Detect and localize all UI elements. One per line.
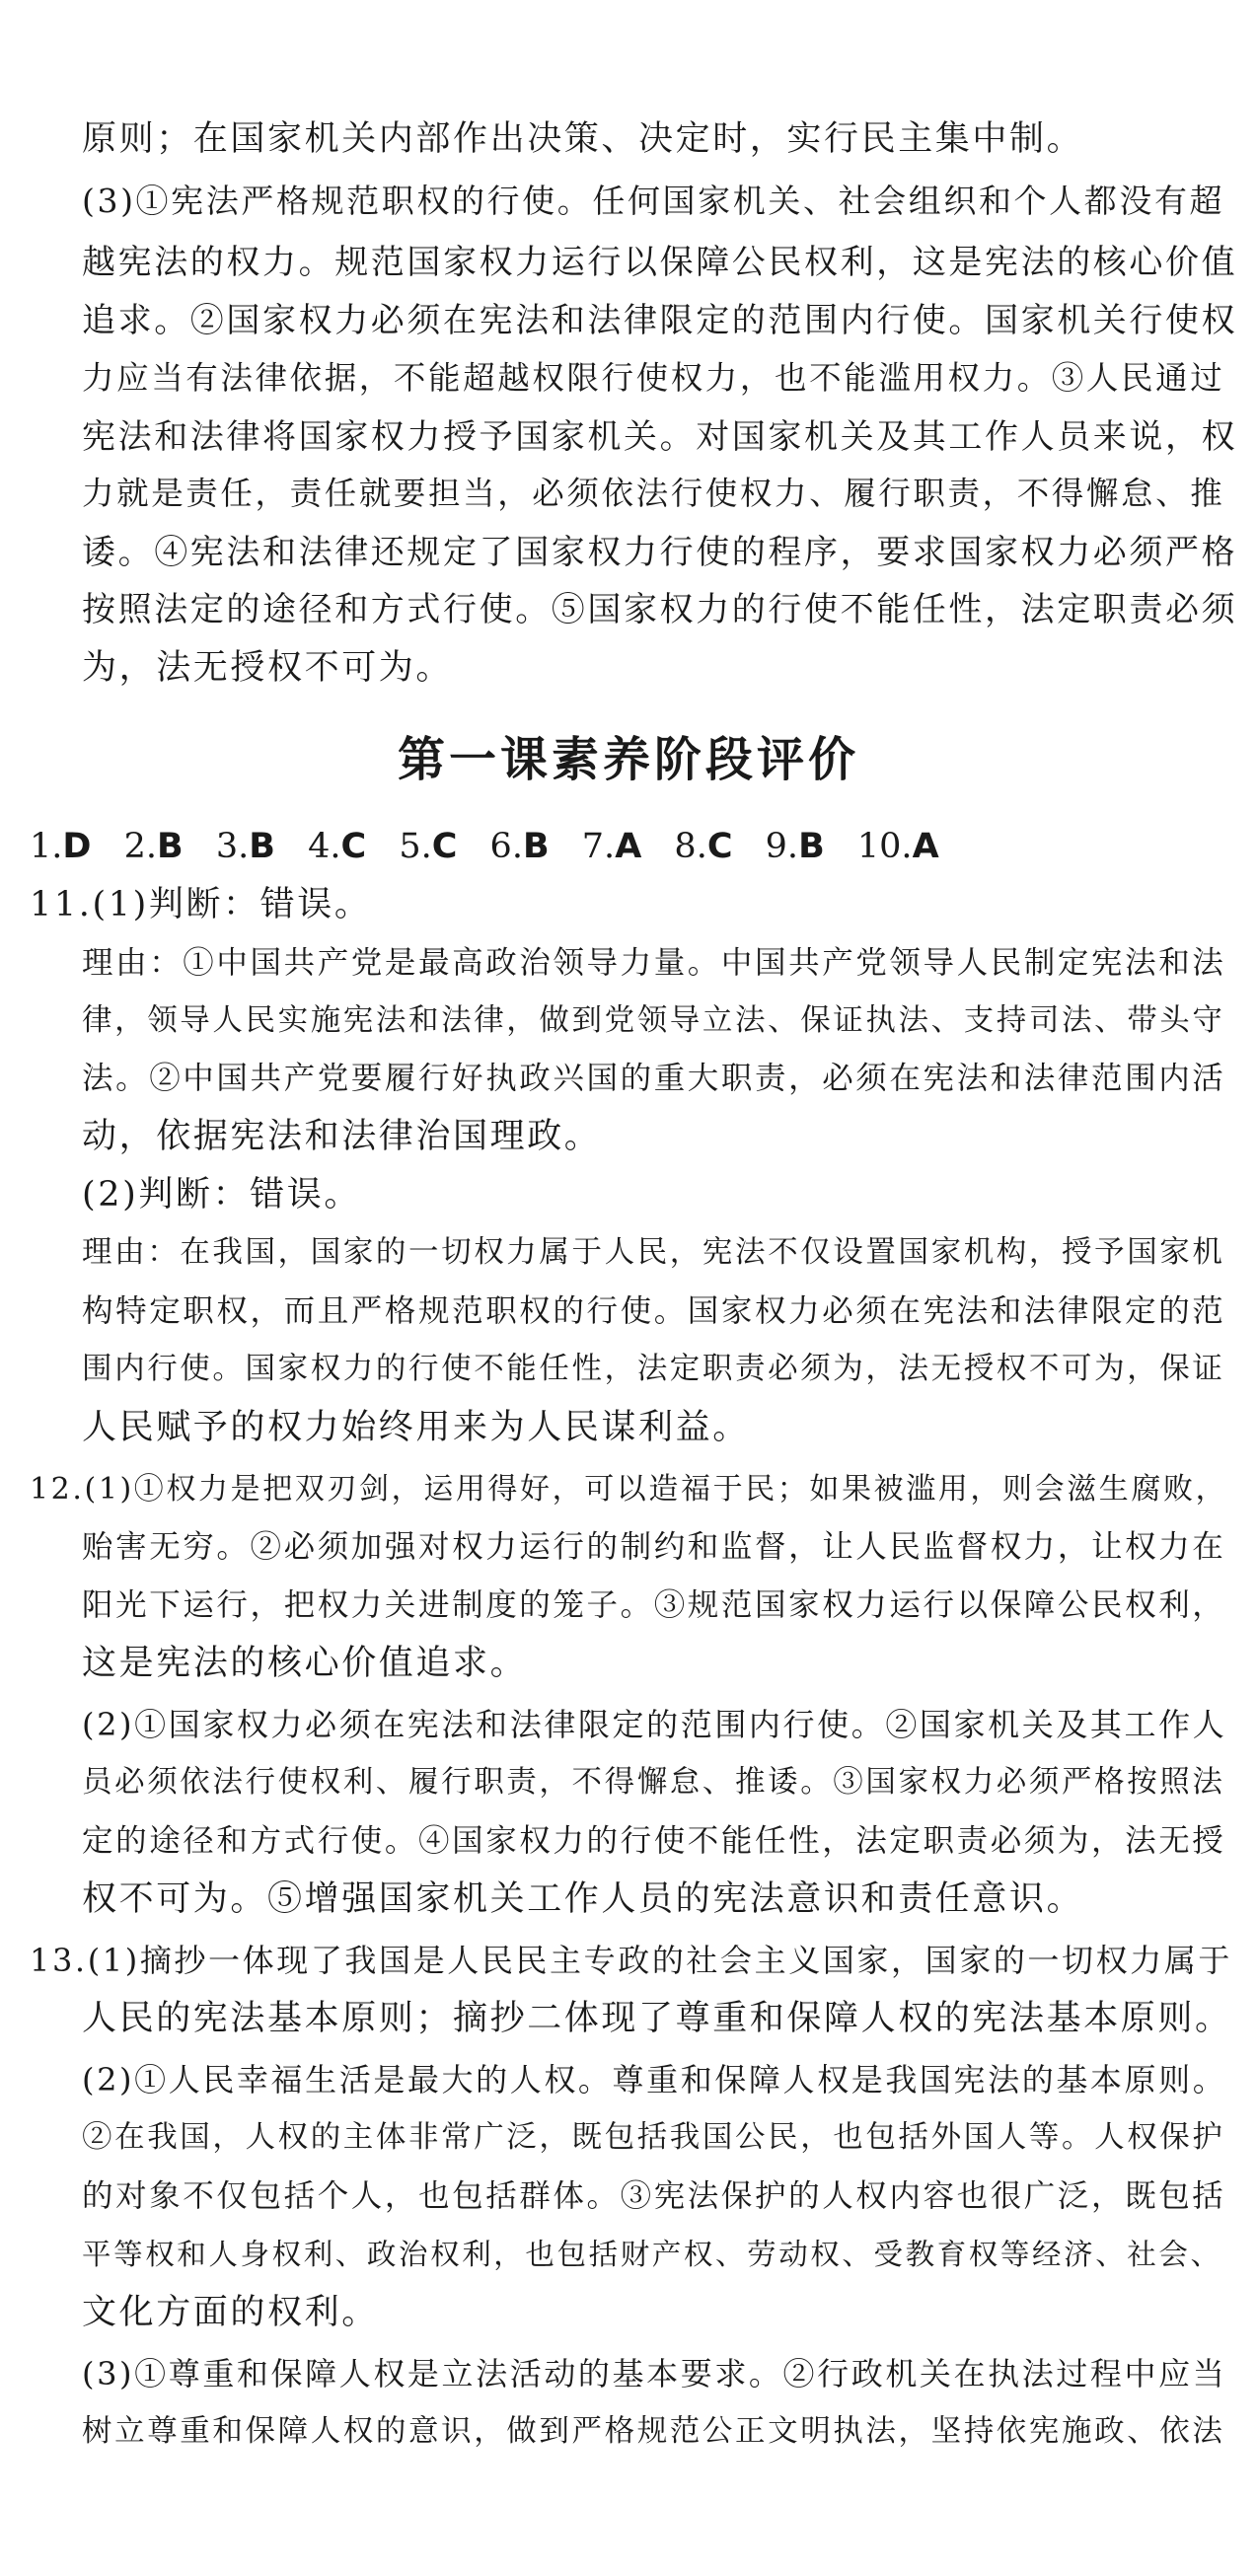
text-line: 理由：在我国，国家的一切权力属于人民，宪法不仅设置国家机构，授予国家机 bbox=[82, 1235, 1225, 1270]
text-line: (2)①人民幸福生活是最大的人权。尊重和保障人权是我国宪法的基本原则。 bbox=[82, 2061, 1227, 2098]
text-line: 文化方面的权利。 bbox=[82, 2293, 379, 2332]
text-line: 权不可为。⑤增强国家机关工作人员的宪法意识和责任意识。 bbox=[82, 1879, 1084, 1919]
text-line: (2)判断：错误。 bbox=[82, 1175, 361, 1214]
text-line: 按照法定的途径和方式行使。⑤国家权力的行使不能任性，法定职责必须 bbox=[82, 590, 1238, 629]
text-line: 构特定职权，而且严格规范职权的行使。国家权力必须在宪法和法律限定的范 bbox=[82, 1293, 1226, 1329]
text-line: 动，依据宪法和法律治国理政。 bbox=[82, 1117, 602, 1156]
text-line: 定的途径和方式行使。④国家权力的行使不能任性，法定职责必须为，法无授 bbox=[82, 1823, 1226, 1859]
text-line: 这是宪法的核心价值追求。 bbox=[82, 1644, 528, 1683]
answer-item: 2.B bbox=[123, 827, 184, 866]
multiple-choice-answers bbox=[30, 827, 961, 866]
question-12-heading: 12.(1)①权力是把双刃剑，运用得好，可以造福于民；如果被滥用，则会滋生腐败， bbox=[30, 1472, 1228, 1507]
answer-item: 5.C bbox=[399, 827, 458, 866]
question-13-heading: 13.(1)摘抄一体现了我国是人民民主专政的社会主义国家，国家的一切权力属于 bbox=[30, 1942, 1233, 1979]
section-title: 第一课素养阶段评价 bbox=[397, 732, 859, 787]
text-line: 诿。④宪法和法律还规定了国家权力行使的程序，要求国家权力必须严格 bbox=[82, 533, 1238, 572]
text-line: 阳光下运行，把权力关进制度的笼子。③规范国家权力运行以保障公民权利， bbox=[82, 1587, 1226, 1623]
text-line: 力应当有法律依据，不能超越权限行使权力，也不能滥用权力。③人民通过 bbox=[82, 359, 1225, 397]
text-line: 原则；在国家机关内部作出决策、决定时，实行民主集中制。 bbox=[82, 119, 1084, 159]
answer-item: 7.A bbox=[581, 827, 642, 866]
text-line: (2)①国家权力必须在宪法和法律限定的范围内行使。②国家机关及其工作人 bbox=[82, 1706, 1227, 1743]
text-line: 人民的宪法基本原则；摘抄二体现了尊重和保障人权的宪法基本原则。 bbox=[82, 1999, 1232, 2038]
answer-item: 6.B bbox=[489, 827, 550, 866]
text-line: (3)①尊重和保障人权是立法活动的基本要求。②行政机关在执法过程中应当 bbox=[82, 2355, 1227, 2392]
text-line: 贻害无穷。②必须加强对权力运行的制约和监督，让人民监督权力，让权力在 bbox=[82, 1529, 1226, 1565]
text-line: 人民赋予的权力始终用来为人民谋利益。 bbox=[82, 1408, 750, 1447]
text-line: 围内行使。国家权力的行使不能任性，法定职责必须为，法无授权不可为，保证 bbox=[82, 1352, 1225, 1386]
text-line: 律，领导人民实施宪法和法律，做到党领导立法、保证执法、支持司法、带头守 bbox=[82, 1003, 1225, 1038]
text-line: 法。②中国共产党要履行好执政兴国的重大职责，必须在宪法和法律范围内活 bbox=[82, 1061, 1226, 1096]
text-line: 为，法无授权不可为。 bbox=[82, 648, 454, 688]
text-line: 理由：①中国共产党是最高政治领导力量。中国共产党领导人民制定宪法和法 bbox=[82, 945, 1226, 981]
text-line: 越宪法的权力。规范国家权力运行以保障公民权利，这是宪法的核心价值 bbox=[82, 243, 1238, 282]
text-line: 树立尊重和保障人权的意识，做到严格规范公正文明执法，坚持依宪施政、依法 bbox=[82, 2414, 1225, 2449]
question-11-heading: 11.(1)判断：错误。 bbox=[30, 885, 372, 924]
text-line: 平等权和人身权利、政治权利，也包括财产权、劳动权、受教育权等经济、社会、 bbox=[82, 2238, 1222, 2271]
text-line: 追求。②国家权力必须在宪法和法律限定的范围内行使。国家机关行使权 bbox=[82, 301, 1238, 340]
answer-item: 4.C bbox=[308, 827, 367, 866]
answer-item: 10.A bbox=[856, 827, 939, 866]
text-line: 宪法和法律将国家权力授予国家机关。对国家机关及其工作人员来说，权 bbox=[82, 417, 1238, 457]
text-line: (3)①宪法严格规范职权的行使。任何国家机关、社会组织和个人都没有超 bbox=[82, 182, 1225, 220]
answer-item: 1.D bbox=[30, 827, 92, 866]
answer-item: 3.B bbox=[215, 827, 275, 866]
text-line: ②在我国，人权的主体非常广泛，既包括我国公民，也包括外国人等。人权保护 bbox=[82, 2120, 1225, 2155]
answer-item: 8.C bbox=[674, 827, 733, 866]
text-line: 员必须依法行使权利、履行职责，不得懈怠、推诿。③国家权力必须严格按照法 bbox=[82, 1765, 1225, 1800]
answer-item: 9.B bbox=[765, 827, 825, 866]
text-line: 力就是责任，责任就要担当，必须依法行使权力、履行职责，不得懈怠、推 bbox=[82, 475, 1225, 512]
text-line: 的对象不仅包括个人，也包括群体。③宪法保护的人权内容也很广泛，既包括 bbox=[82, 2178, 1226, 2214]
